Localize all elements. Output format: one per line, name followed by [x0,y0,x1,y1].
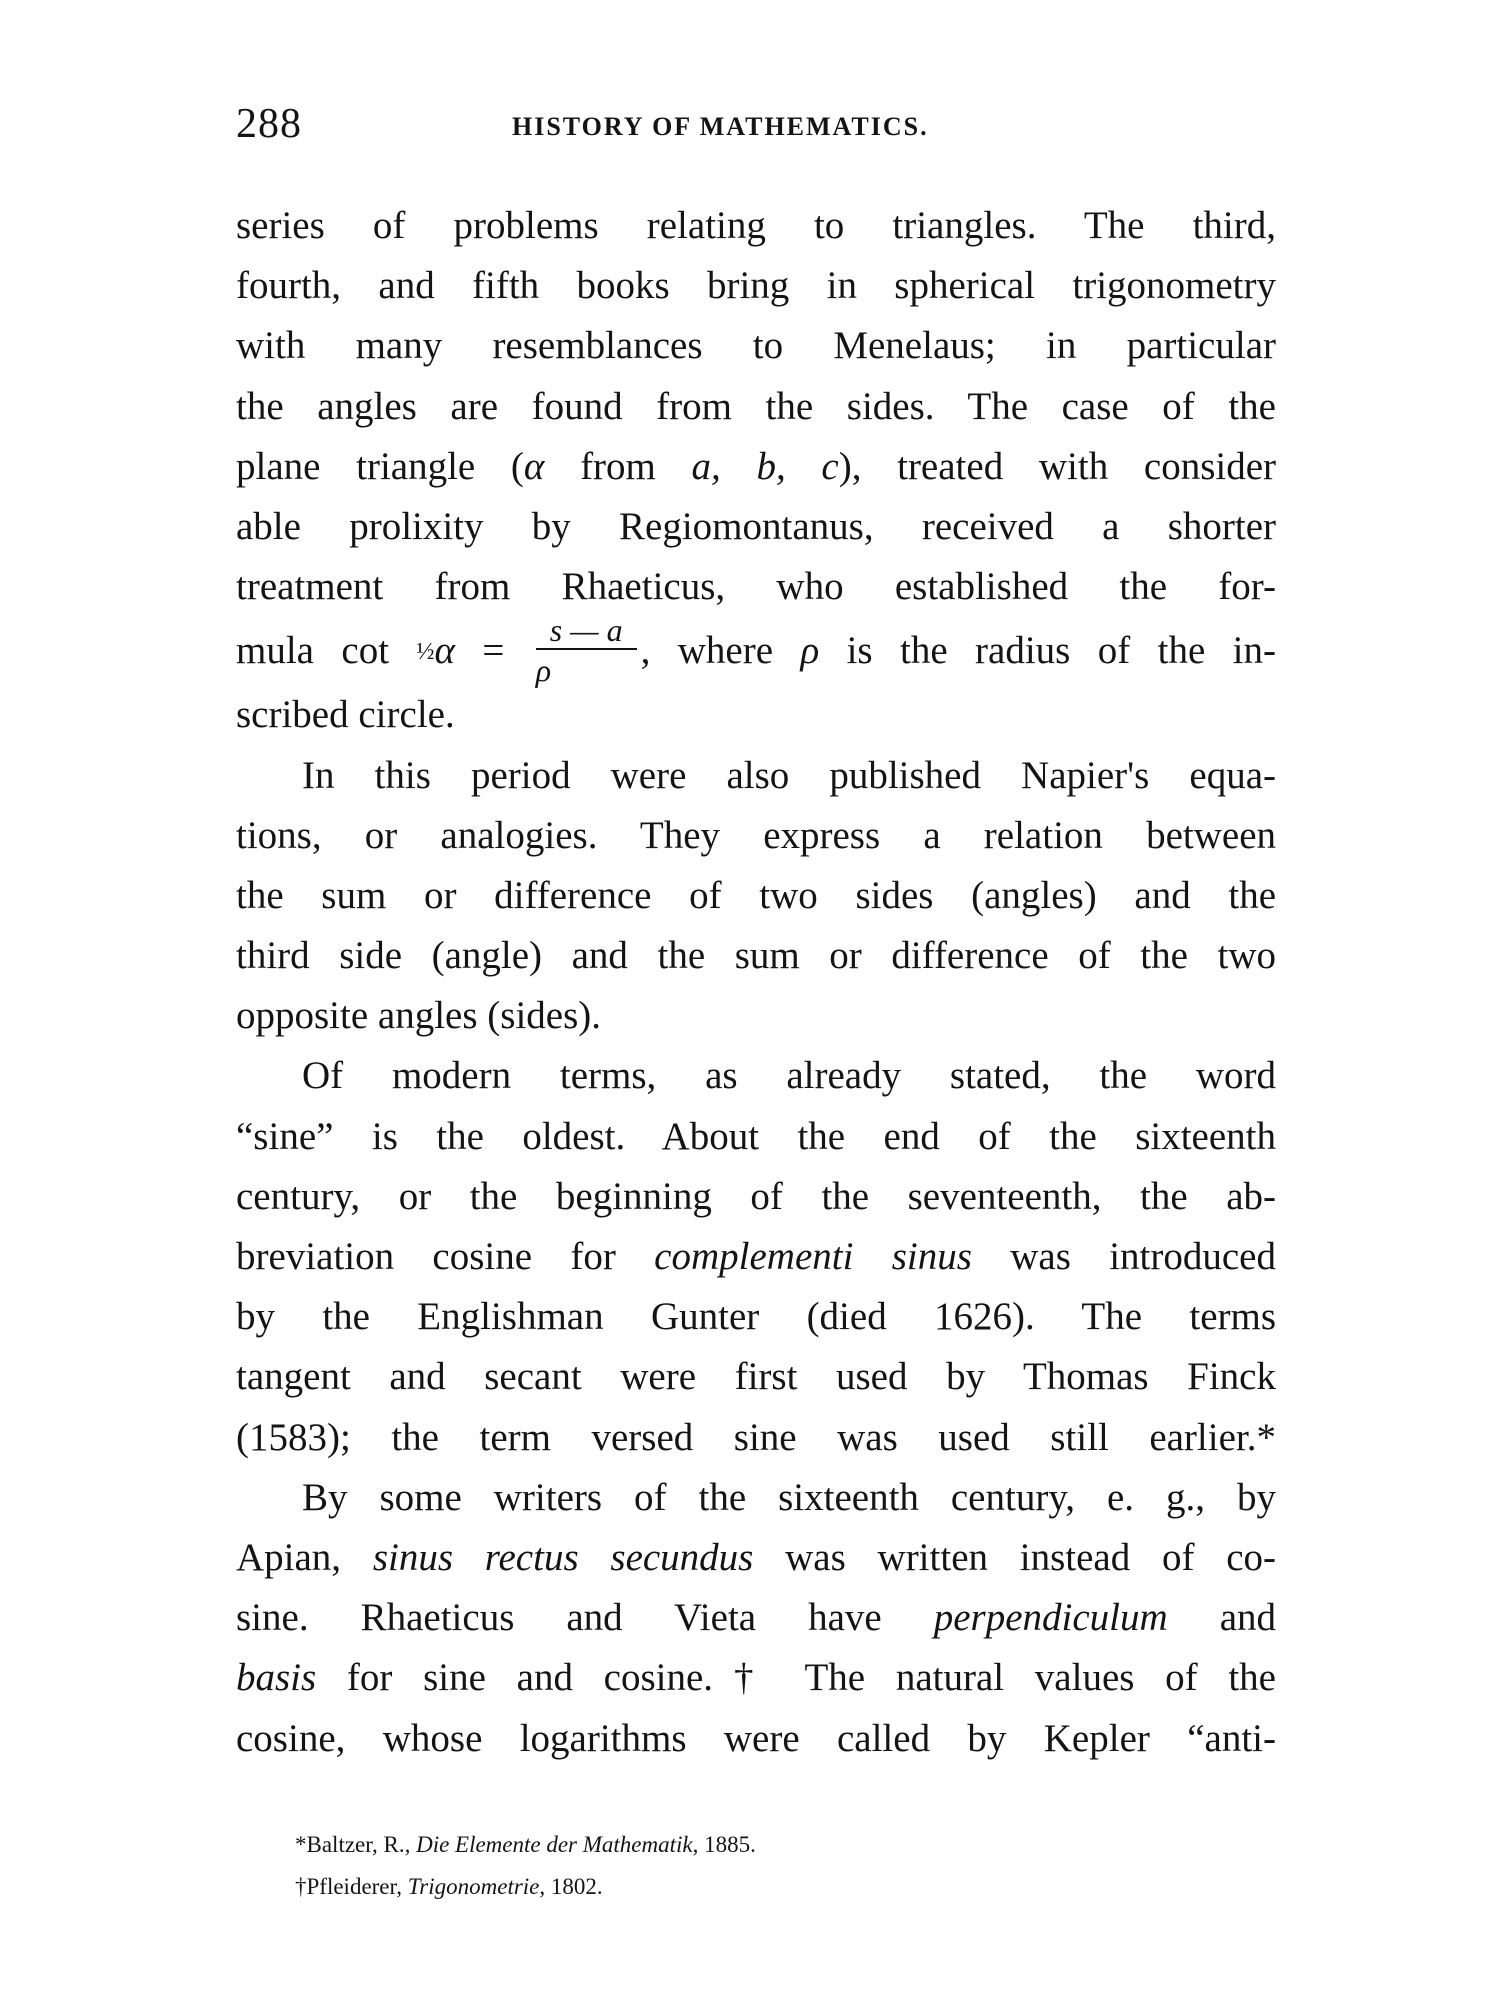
paragraph-1 [236,196,1276,746]
text-line: the angles are found from the sides. The case of the [236,384,1276,428]
math-alpha: α [434,629,455,673]
italic-term: complementi sinus [654,1235,972,1278]
footnote-2 [295,1866,1195,1908]
footnote-title: Trigonometrie [407,1874,540,1899]
paragraph-4 [236,1468,1276,1769]
text-line: Of modern terms, as already stated, the word [302,1054,1276,1098]
text-line: tangent and secant were first used by Thomas Finck [236,1355,1276,1399]
text-segment: mula cot [236,629,390,673]
text-line [236,1648,1276,1708]
text-line: scribed circle. [236,693,455,737]
text-line: By some writers of the sixteenth century, e. g., by [302,1475,1276,1519]
footnote-title: Die Elemente der Mathematik [416,1832,693,1857]
text-segment: sine. Rhaeticus and Vieta have [236,1596,934,1640]
math-alpha: α [523,444,545,488]
text-line: tions, or analogies. They express a relation between [236,813,1276,857]
running-title: HISTORY OF MATHEMATICS. [512,112,929,141]
text-line [236,1528,1276,1588]
text-segment: was introduced [971,1235,1276,1278]
math-variables: a, b, c [691,444,839,488]
text-segment: breviation cosine for [236,1235,655,1278]
text-line: opposite angles (sides). [236,994,602,1038]
footnote-text: †Pfleiderer, [295,1874,408,1899]
text-line: In this period were also published Napier's equa- [302,753,1276,797]
fraction-half: ½ [416,639,435,666]
text-segment: from [544,444,692,488]
footnotes [295,1824,1195,1908]
text-line: treatment from Rhaeticus, who established the for- [236,565,1276,609]
text-line: the sum or difference of two sides (angles) and the [236,873,1276,917]
body-text [236,196,1276,1769]
text-segment: , where [640,629,801,673]
equals-sign: = [454,629,532,673]
text-segment: plane triangle ( [236,444,524,488]
fraction-numerator: s — a [536,614,637,650]
text-line [236,437,1276,497]
text-line: cosine, whose logarithms were called by Kepler “anti- [236,1716,1276,1760]
text-line: with many resemblances to Menelaus; in particular [236,324,1276,368]
footnote-text: *Baltzer, R., [295,1832,417,1857]
text-line: by the Englishman Gunter (died 1626). The terms [236,1295,1276,1339]
text-line [236,1227,1276,1287]
footnote-text: , 1802. [539,1874,603,1899]
italic-term: perpendiculum [933,1596,1168,1640]
text-line: third side (angle) and the sum or difference of the two [236,934,1276,978]
text-line: fourth, and fifth books bring in spherical trigonometry [236,264,1276,308]
paragraph-3 [236,1046,1276,1467]
italic-term: sinus rectus secundus [372,1535,754,1579]
text-segment: for sine and cosine.† The natural values of the [316,1656,1276,1700]
text-line: able prolixity by Regiomontanus, received a shorter [236,504,1276,548]
paragraph-2 [236,746,1276,1047]
text-segment: Apian, [236,1535,373,1579]
text-line: “sine” is the oldest. About the end of the sixteenth [236,1114,1276,1158]
footnote-text: , 1885. [692,1832,756,1857]
italic-term: basis [236,1656,317,1700]
text-line: series of problems relating to triangles. The third, [236,204,1276,247]
footnote-1 [295,1824,1195,1866]
text-segment: is the radius of the in- [819,629,1276,673]
page-header [236,100,1276,160]
formula-line [236,612,1276,689]
cotangent-fraction [535,612,637,689]
text-line: (1583); the term versed sine was used still earlier.* [236,1415,1276,1459]
math-rho: ρ [800,629,820,673]
fraction-denominator: ρ [535,652,552,689]
page-number: 288 [236,101,302,147]
text-line [236,1588,1276,1648]
text-segment: ), treated with consider [838,444,1276,488]
text-segment: and [1167,1596,1277,1640]
text-segment: was written instead of co- [753,1535,1277,1579]
text-line: century, or the beginning of the seventeenth, the ab- [236,1174,1276,1218]
